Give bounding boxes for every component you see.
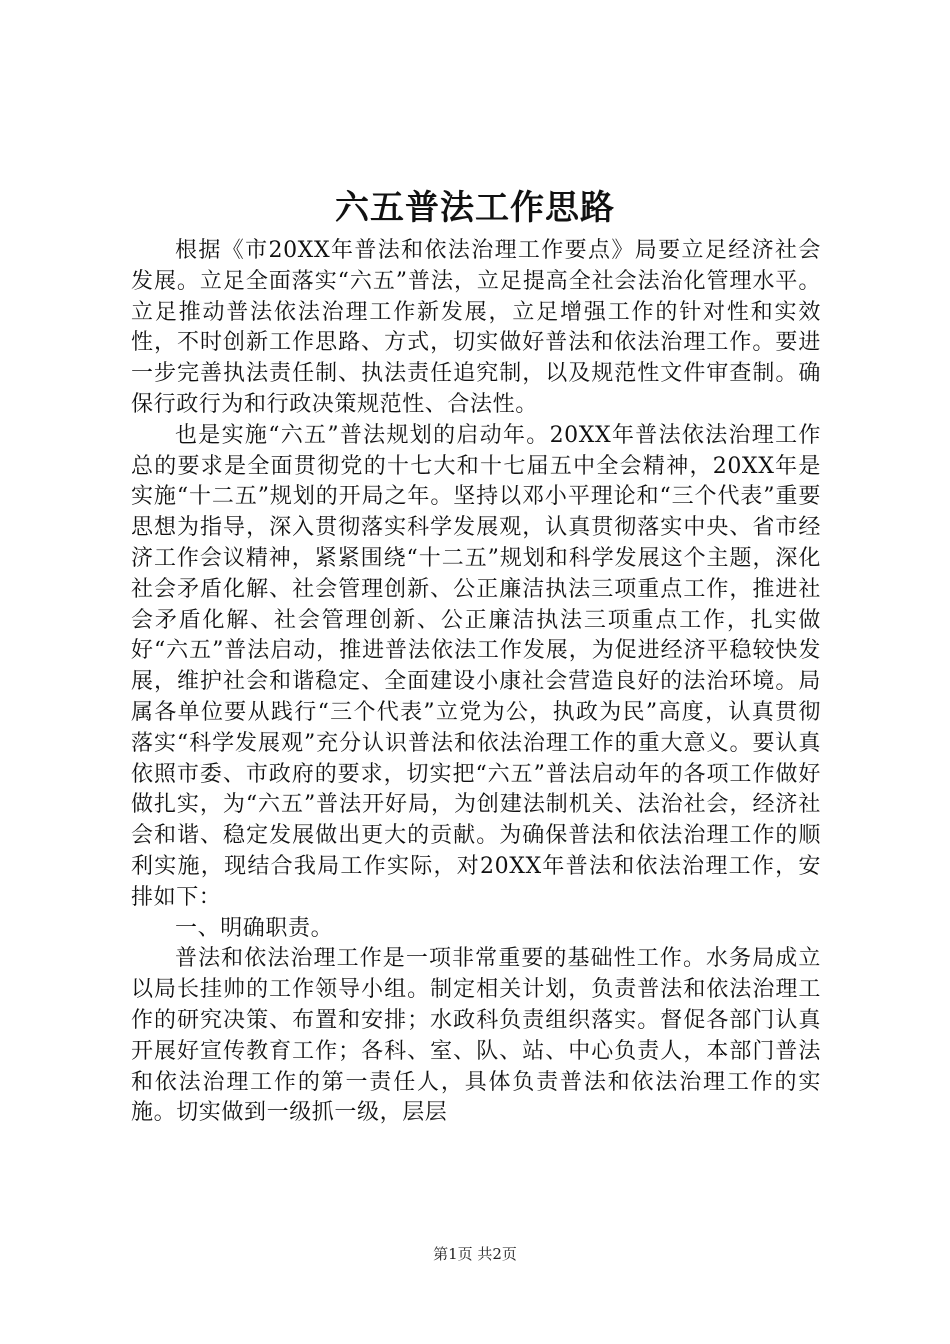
page-number-footer: 第1页 共2页 (433, 1245, 517, 1263)
document-title: 六五普法工作思路 (335, 188, 615, 228)
section-heading: 一、明确职责。 (175, 915, 334, 941)
document-body (131, 236, 821, 1129)
paragraph-1: 根据《市20XX年普法和依法治理工作要点》局要立足经济社会发展。立足全面落实“六五”普法，立足提高全社会法治化管理水平。立足推动普法依法治理工作新发展，立足增强工作的针对性和实效性，不时创新工作思路、方式，切实做好普法和依法治理工作。要进一步完善执法责任制、执法责任追究制，以及规范性文件审查制。确保行政行为和行政决策规范性、合法性。 (131, 238, 821, 417)
paragraph-2: 也是实施“六五”普法规划的启动年。20XX年普法依法治理工作总的要求是全面贯彻党的十七大和十七届五中全会精神，20XX年是实施“十二五”规划的开局之年。坚持以邓小平理论和“三个代表”重要思想为指导，深入贯彻落实科学发展观，认真贯彻落实中央、省市经济工作会议精神，紧紧围绕“十二五”规划和科学发展这个主题，深化社会矛盾化解、社会管理创新、公正廉洁执法三项重点工作，推进社会矛盾化解、社会管理创新、公正廉洁执法三项重点工作，扎实做好“六五”普法启动，推进普法依法工作发展，为促进经济平稳较快发展，维护社会和谐稳定、全面建设小康社会营造良好的法治环境。局属各单位要从践行“三个代表”立党为公，执政为民”高度，认真贯彻落实“科学发展观”充分认识普法和依法治理工作的重大意义。要认真依照市委、市政府的要求，切实把“六五”普法启动年的各项工作做好做扎实，为“六五”普法开好局，为创建法制机关、法治社会，经济社会和谐、稳定发展做出更大的贡献。为确保普法和依法治理工作的顺利实施，现结合我局工作实际，对20XX年普法和依法治理工作，安排如下： (131, 422, 821, 910)
paragraph-3: 普法和依法治理工作是一项非常重要的基础性工作。水务局成立以局长挂帅的工作领导小组。制定相关计划，负责普法和依法治理工作的研究决策、布置和安排；水政科负责组织落实。督促各部门认真开展好宣传教育工作；各科、室、队、站、中心负责人，本部门普法和依法治理工作的第一责任人，具体负责普法和依法治理工作的实施。切实做到一级抓一级，层层 (131, 946, 821, 1126)
